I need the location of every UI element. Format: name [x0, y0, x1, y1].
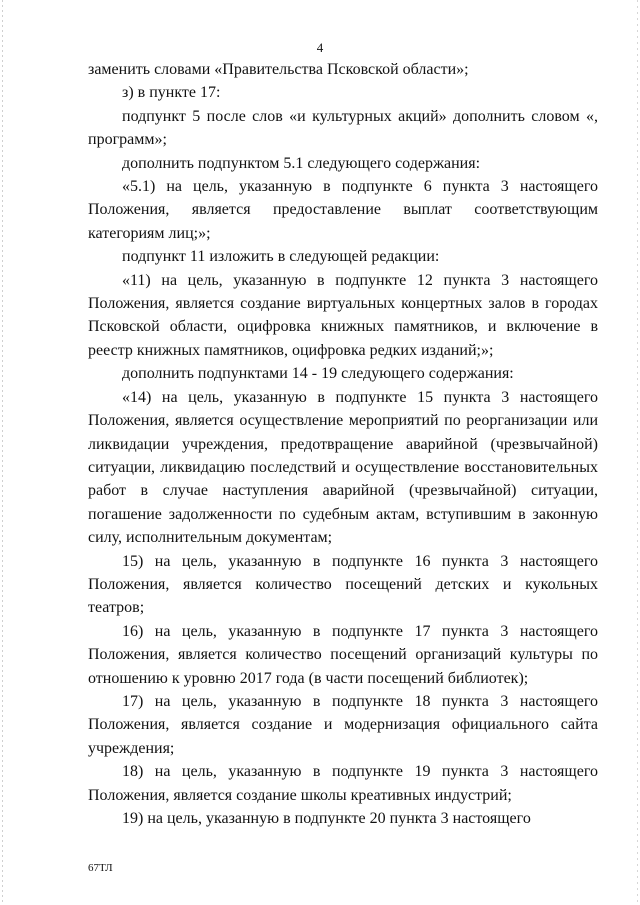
paragraph-add-5-1-intro: дополнить подпунктом 5.1 следующего содержания:: [122, 154, 481, 172]
paragraph-subitem-15: 15) на цель, указанную в подпункте 16 пункта 3 настоящего Положения, является количество посещений детских и кукольных театров;: [88, 552, 598, 617]
paragraph-subitem-14: «14) на цель, указанную в подпункте 15 пункта 3 настоящего Положения, является осуществление мероприятий по реорганизации или ликвидации учреждения, предотвращение аварийной (чрезвычайной) ситуации, ликвидацию последствий и осуществление восстановительных работ в случае наступления аварийной (чрезвычайной) ситуации, погашение задолженности по судебным актам, вступившим в законную силу, исполнительным документам;: [88, 388, 598, 547]
paragraph-subitem-11: «11) на цель, указанную в подпункте 12 пункта 3 настоящего Положения, является создание виртуальных концертных залов в городах Псковской области, оцифровка книжных памятников, и включение в реестр книжных памятников, оцифровка редких изданий;»;: [88, 271, 598, 359]
paragraph-subitem-5: подпункт 5 после слов «и культурных акций» дополнить словом «, программ»;: [88, 107, 598, 149]
paragraph-subitem-16: 16) на цель, указанную в подпункте 17 пункта 3 настоящего Положения, является количество посещений организаций культуры по отношению к уровню 2017 года (в части посещений библиотек);: [88, 622, 598, 687]
paragraph-item-z: з) в пункте 17:: [122, 84, 221, 102]
page-number: 4: [316, 40, 324, 55]
paragraph-subitem-17: 17) на цель, указанную в подпункте 18 пункта 3 настоящего Положения, является создание и модернизация официального сайта учреждения;: [88, 692, 598, 757]
paragraph-subitem-18: 18) на цель, указанную в подпункте 19 пункта 3 настоящего Положения, является создание школы креативных индустрий;: [88, 763, 598, 804]
paragraph-subitem-11-intro: подпункт 11 изложить в следующей редакции:: [122, 248, 440, 266]
paragraph-add-14-19-intro: дополнить подпунктами 14 - 19 следующего содержания:: [122, 365, 514, 383]
paragraph-continuation: заменить словами «Правительства Псковской области»;: [88, 61, 469, 78]
scan-edge-right: [637, 0, 638, 905]
paragraph-subitem-5-1: «5.1) на цель, указанную в подпункте 6 пункта 3 настоящего Положения, является предоставление выплат соответствующим категориям лиц;»;: [88, 178, 598, 242]
document-body: [88, 58, 598, 830]
footer-document-code: 67ТЛ: [88, 862, 113, 874]
paragraph-subitem-19: 19) на цель, указанную в подпункте 20 пункта 3 настоящего: [122, 810, 531, 827]
scan-edge-left: [2, 0, 3, 905]
